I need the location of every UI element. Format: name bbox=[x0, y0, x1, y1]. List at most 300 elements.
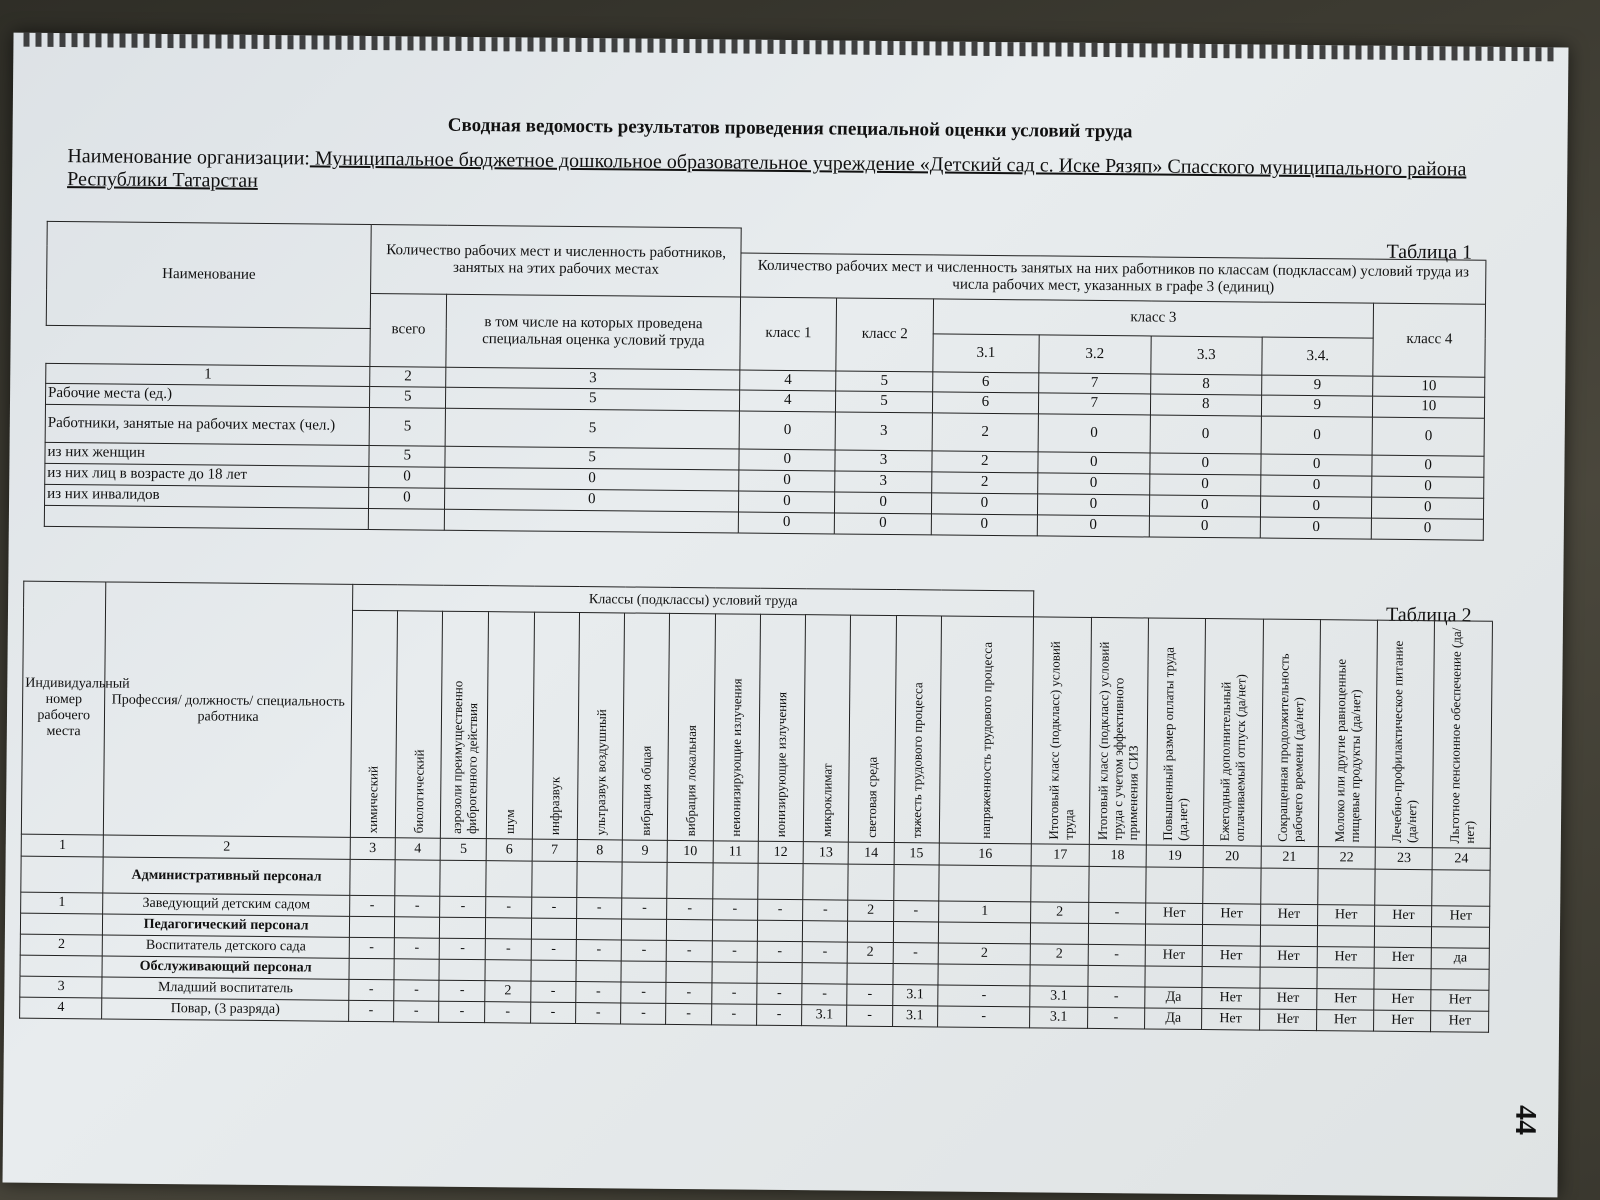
t2-cell: Нет bbox=[1202, 1009, 1259, 1031]
t2-cell bbox=[576, 961, 621, 982]
t2-cell bbox=[847, 963, 892, 984]
t2-factor-header bbox=[1261, 619, 1320, 847]
t2-cell: Нет bbox=[1259, 988, 1316, 1010]
t2-cell: - bbox=[802, 942, 847, 963]
t1-column-number: 8 bbox=[1150, 373, 1262, 394]
t2-cell: Нет bbox=[1317, 905, 1374, 927]
t2-factor-header bbox=[713, 614, 760, 841]
t1-column-number: 5 bbox=[836, 370, 932, 391]
t2-cell bbox=[1317, 968, 1374, 990]
t2-factor-header bbox=[1204, 619, 1263, 847]
t1-cell: 0 bbox=[739, 411, 836, 450]
t1-cell: 0 bbox=[739, 449, 835, 471]
t2-column-number: 1 bbox=[21, 834, 104, 857]
t2-cell bbox=[349, 958, 394, 979]
t2-cell: - bbox=[439, 938, 485, 959]
t2-factor-header bbox=[532, 612, 579, 839]
t2-factor-header bbox=[803, 615, 850, 842]
t2-factor-label: вибрация локальная bbox=[682, 724, 699, 837]
t2-cell: - bbox=[349, 895, 394, 916]
t2-cell: - bbox=[712, 941, 757, 962]
t1-cell: 10 bbox=[1373, 396, 1485, 418]
t2-cell bbox=[848, 864, 894, 900]
t2-cell bbox=[486, 861, 532, 897]
t2-column-number: 21 bbox=[1261, 846, 1319, 869]
t2-cell bbox=[1260, 967, 1317, 989]
t1-row-label bbox=[44, 505, 368, 529]
t1-cell: 0 bbox=[1372, 518, 1484, 540]
t1-column-number: 2 bbox=[370, 366, 446, 387]
t2-factor-header bbox=[1032, 617, 1091, 845]
t1-column-number: 3 bbox=[446, 367, 740, 390]
t2-cell: Да bbox=[1145, 987, 1202, 1009]
t2-cell bbox=[712, 863, 758, 899]
t2-body bbox=[20, 856, 1490, 1032]
t2-cell: - bbox=[621, 1003, 666, 1024]
t2-cell bbox=[1431, 969, 1489, 991]
t1-header-name: Наименование bbox=[46, 221, 371, 328]
t2-column-number: 24 bbox=[1433, 848, 1491, 871]
t1-cell: 0 bbox=[1260, 517, 1372, 539]
t1-cell: 0 bbox=[1261, 416, 1373, 455]
t2-cell bbox=[1088, 965, 1145, 987]
t2-cell: да bbox=[1432, 948, 1490, 970]
t1-row-label: Рабочие места (ед.) bbox=[45, 383, 369, 407]
t2-cell: - bbox=[348, 1000, 393, 1021]
t2-factor-header bbox=[350, 610, 397, 837]
document-title: Сводная ведомость результатов проведения специальной оценки условий труда bbox=[447, 114, 1133, 143]
t2-cell: - bbox=[712, 899, 757, 920]
t2-cell: 2 bbox=[938, 943, 1031, 965]
t2-cell bbox=[1031, 923, 1088, 945]
t2-cell: - bbox=[531, 897, 576, 918]
t2-factor-label: Молоко или другие равноценные пищевые продукты (да/нет) bbox=[1331, 658, 1364, 843]
table1-caption: Таблица 1 bbox=[1386, 240, 1473, 264]
t2-cell bbox=[394, 917, 439, 938]
t2-cell: Нет bbox=[1375, 905, 1432, 927]
t2-cell: - bbox=[394, 1001, 439, 1022]
t2-cell: Нет bbox=[1202, 988, 1259, 1010]
t2-cell bbox=[1202, 967, 1259, 989]
t1-cell: 0 bbox=[1037, 514, 1149, 536]
t2-header-classes: Классы (подклассы) условий труда bbox=[352, 584, 1034, 617]
t2-factor-label: Сокращенная продолжительность рабочего времени (да/нет) bbox=[1274, 653, 1306, 842]
t1-column-number: 6 bbox=[932, 371, 1039, 392]
t1-cell: 5 bbox=[445, 408, 739, 449]
t2-factor-header bbox=[1146, 618, 1205, 846]
t2-factor-label: неионизирующие излучения bbox=[728, 678, 745, 837]
t1-cell: 7 bbox=[1039, 392, 1151, 414]
t2-cell bbox=[712, 920, 757, 941]
t2-cell bbox=[486, 918, 531, 939]
t1-cell: 6 bbox=[932, 391, 1039, 413]
t1-header-byclass: Количество рабочих мест и численность занятых на них работников по классам (подклассам) условий труда из числа рабочих мест, указанных в графе 3 (единиц) bbox=[741, 253, 1486, 304]
t2-cell bbox=[531, 861, 577, 897]
t2-cell: - bbox=[757, 983, 802, 1004]
t2-row-id bbox=[21, 856, 104, 893]
t1-header-class4: класс 4 bbox=[1373, 303, 1485, 377]
t2-cell: 2 bbox=[1031, 902, 1088, 924]
t2-column-number: 19 bbox=[1146, 845, 1204, 868]
t2-cell: - bbox=[757, 899, 802, 920]
t1-cell: 0 bbox=[931, 513, 1038, 535]
t1-cell: 9 bbox=[1261, 395, 1373, 417]
t2-factor-label: микроклимат bbox=[818, 763, 835, 838]
t2-cell bbox=[1432, 870, 1490, 907]
t1-cell: 0 bbox=[1038, 413, 1150, 452]
t2-cell bbox=[1375, 926, 1432, 948]
t1-header-count: Количество рабочих мест и численность работников, занятых на этих рабочих местах bbox=[371, 225, 742, 297]
t2-cell: - bbox=[576, 940, 621, 961]
t2-cell bbox=[531, 960, 576, 981]
t2-cell: Нет bbox=[1203, 904, 1260, 926]
t2-factor-header bbox=[577, 613, 624, 840]
t2-cell bbox=[577, 862, 623, 898]
t1-column-number: 4 bbox=[740, 370, 836, 391]
t2-cell: - bbox=[576, 898, 621, 919]
t1-cell: 0 bbox=[1372, 497, 1484, 519]
t1-cell: 0 bbox=[1038, 451, 1150, 473]
t1-cell: 0 bbox=[1149, 473, 1261, 495]
t1-column-number: 9 bbox=[1262, 375, 1374, 396]
t2-cell: - bbox=[394, 980, 439, 1001]
t2-cell bbox=[893, 922, 938, 943]
t2-cell bbox=[531, 918, 576, 939]
t1-cell: 0 bbox=[369, 466, 445, 488]
t2-row-id bbox=[20, 955, 103, 977]
t2-cell: - bbox=[439, 980, 485, 1001]
t1-cell: 0 bbox=[835, 491, 931, 513]
t2-cell bbox=[1145, 966, 1202, 988]
t2-cell: - bbox=[530, 981, 575, 1002]
t1-cell: 0 bbox=[1373, 417, 1485, 456]
t2-column-number: 7 bbox=[532, 839, 577, 861]
t2-cell: - bbox=[575, 1003, 620, 1024]
t2-cell bbox=[1317, 926, 1374, 948]
t2-cell bbox=[667, 862, 713, 898]
t2-column-number: 23 bbox=[1375, 847, 1433, 870]
t2-factor-label: Ежегодный дополнительный оплачиваемый отпуск (да/нет) bbox=[1217, 674, 1249, 842]
t2-cell: 3.1 bbox=[802, 1005, 847, 1026]
t2-cell: Нет bbox=[1146, 903, 1203, 925]
t1-cell: 0 bbox=[738, 512, 834, 534]
t2-cell bbox=[802, 921, 847, 942]
t2-cell bbox=[1031, 866, 1089, 903]
t2-factor-header bbox=[1375, 620, 1434, 848]
t2-factor-header bbox=[1433, 621, 1493, 849]
t2-cell bbox=[1260, 868, 1318, 905]
t1-cell: 5 bbox=[445, 446, 739, 470]
t2-cell bbox=[712, 962, 757, 983]
t2-factor-label: напряженность трудового процесса bbox=[977, 642, 995, 840]
t2-cell bbox=[485, 960, 530, 981]
t1-header-class1: класс 1 bbox=[740, 297, 837, 371]
t2-column-number: 3 bbox=[350, 837, 395, 859]
t2-cell bbox=[1374, 968, 1431, 990]
t2-cell: Нет bbox=[1374, 989, 1431, 1011]
t2-cell: - bbox=[394, 938, 439, 959]
t2-cell bbox=[666, 961, 711, 982]
organization-name: Муниципальное бюджетное дошкольное образовательное учреждение «Детский сад с. Иске Рязяп» Спасского муниципального района Республики Татарстан bbox=[67, 147, 1467, 192]
t1-row-label: из них лиц в возрасте до 18 лет bbox=[45, 463, 369, 487]
t2-cell bbox=[939, 865, 1032, 902]
t2-factor-label: ионизирующие излучения bbox=[773, 691, 790, 838]
t2-row-id: 1 bbox=[21, 892, 104, 914]
t1-cell: 2 bbox=[932, 450, 1039, 472]
t2-cell: 2 bbox=[847, 942, 892, 963]
t1-cell: 5 bbox=[836, 390, 932, 412]
t2-cell bbox=[440, 860, 487, 896]
t2-cell bbox=[1203, 925, 1260, 947]
t2-cell: - bbox=[803, 900, 848, 921]
t2-factor-label: ультразвук воздушный bbox=[592, 709, 609, 836]
t2-cell: - bbox=[667, 940, 712, 961]
page-number: 44 bbox=[1509, 1104, 1543, 1136]
t2-row-id: 4 bbox=[20, 997, 103, 1019]
t2-cell: - bbox=[802, 984, 847, 1005]
t2-column-number: 10 bbox=[668, 840, 713, 862]
t2-cell bbox=[938, 964, 1031, 986]
t1-cell: 5 bbox=[370, 386, 446, 408]
t2-cell: - bbox=[1088, 944, 1145, 966]
t2-factor-header bbox=[1089, 617, 1148, 845]
t1-header-3-2: 3.2 bbox=[1039, 334, 1151, 373]
t2-cell: 3.1 bbox=[892, 985, 937, 1006]
table2-caption: Таблица 2 bbox=[1385, 603, 1472, 627]
t2-column-number: 2 bbox=[104, 835, 351, 859]
t1-cell: 0 bbox=[369, 487, 445, 509]
t2-cell bbox=[802, 963, 847, 984]
t2-factor-header bbox=[622, 613, 669, 840]
t2-cell: Нет bbox=[1316, 1010, 1373, 1032]
t2-column-number: 12 bbox=[758, 841, 803, 863]
workplaces-table bbox=[19, 581, 1493, 1033]
t2-factor-label: Итоговый класс (подкласс) условий труда с учетом эффективного применения СИЗ bbox=[1095, 641, 1142, 841]
summary-table bbox=[44, 221, 1487, 540]
t2-cell bbox=[1318, 869, 1376, 906]
t2-cell bbox=[938, 922, 1031, 944]
t2-cell: - bbox=[893, 901, 938, 922]
t2-cell: - bbox=[486, 939, 531, 960]
t2-column-number: 13 bbox=[803, 842, 848, 864]
t2-header-id: Индивидуальный номер рабочего места bbox=[21, 581, 106, 835]
t2-factor-label: биологический bbox=[410, 749, 427, 834]
t2-cell bbox=[803, 864, 849, 900]
t1-cell: 0 bbox=[1260, 496, 1372, 518]
organization-label: Наименование организации: bbox=[67, 145, 310, 170]
t2-cell bbox=[667, 919, 712, 940]
t1-header-class3: класс 3 bbox=[933, 298, 1374, 337]
t1-column-number: 10 bbox=[1373, 376, 1485, 397]
t2-factor-header bbox=[668, 613, 715, 840]
t2-factor-label: Льготное пенсионное обеспечение (да/нет) bbox=[1446, 627, 1477, 844]
t2-factor-label: Лечебно-профилактическое питание (да/нет) bbox=[1389, 640, 1420, 844]
t1-cell: 2 bbox=[931, 471, 1038, 493]
t1-header-class2: класс 2 bbox=[836, 297, 933, 371]
t2-cell: Нет bbox=[1432, 906, 1490, 928]
t2-profession: Младший воспитатель bbox=[102, 977, 349, 1000]
t2-cell: - bbox=[847, 984, 892, 1005]
t2-factor-label: световая среда bbox=[863, 756, 880, 838]
t2-cell: Нет bbox=[1317, 989, 1374, 1011]
t2-cell bbox=[439, 959, 485, 980]
t1-row-label: из них женщин bbox=[45, 442, 369, 466]
t2-cell bbox=[350, 859, 396, 895]
t1-cell: 0 bbox=[1149, 515, 1261, 537]
t1-header-3-1: 3.1 bbox=[933, 333, 1040, 372]
t2-cell: 3.1 bbox=[1030, 1007, 1087, 1029]
t2-group-label: Обслуживающий персонал bbox=[102, 956, 349, 979]
t2-factor-header bbox=[487, 612, 534, 839]
t2-cell: 3.1 bbox=[892, 1006, 937, 1027]
t2-cell bbox=[1030, 965, 1087, 987]
t2-cell: - bbox=[847, 1005, 892, 1026]
t2-column-number: 15 bbox=[894, 843, 939, 865]
t2-cell: - bbox=[666, 982, 711, 1003]
t1-cell: 8 bbox=[1150, 393, 1262, 415]
t1-cell: 0 bbox=[1261, 475, 1373, 497]
t2-factor-header bbox=[939, 616, 1034, 844]
t1-header-3-4: 3.4. bbox=[1262, 337, 1374, 376]
t2-cell bbox=[349, 916, 394, 937]
t1-cell: 0 bbox=[1372, 476, 1484, 498]
t1-cell: 5 bbox=[446, 387, 740, 411]
t2-cell: - bbox=[349, 979, 394, 1000]
t2-cell: 2 bbox=[1031, 944, 1088, 966]
t1-cell: 0 bbox=[1261, 454, 1373, 476]
t2-cell: - bbox=[666, 1003, 711, 1024]
t2-row-id: 2 bbox=[20, 934, 103, 956]
t2-column-number: 20 bbox=[1203, 846, 1261, 869]
t2-cell bbox=[848, 921, 893, 942]
t2-cell bbox=[757, 962, 802, 983]
t2-cell: 3.1 bbox=[1030, 986, 1087, 1008]
t2-cell: - bbox=[711, 1004, 756, 1025]
t2-cell bbox=[440, 917, 486, 938]
t2-factor-header bbox=[758, 614, 805, 841]
t2-cell: - bbox=[893, 943, 938, 964]
t2-cell bbox=[1375, 869, 1433, 906]
t2-cell: Нет bbox=[1374, 947, 1431, 969]
t2-cell: - bbox=[395, 896, 440, 917]
t2-column-number: 16 bbox=[939, 843, 1032, 866]
t1-row-label: из них инвалидов bbox=[45, 484, 369, 508]
t2-cell bbox=[1088, 866, 1146, 903]
t2-cell: - bbox=[938, 985, 1031, 1007]
t1-column-number: 1 bbox=[46, 363, 370, 386]
t2-column-number: 8 bbox=[577, 840, 622, 862]
t1-cell bbox=[369, 508, 445, 530]
t1-row-label: Работники, занятые на рабочих местах (чел.) bbox=[45, 404, 370, 445]
t2-factor-label: тяжесть трудового процесса bbox=[909, 682, 926, 839]
t2-cell bbox=[1088, 923, 1145, 945]
t2-cell: - bbox=[485, 1002, 530, 1023]
t1-column-number: 7 bbox=[1039, 372, 1151, 393]
t2-column-number: 11 bbox=[713, 841, 758, 863]
t2-cell: - bbox=[937, 1006, 1030, 1028]
t2-cell: - bbox=[1087, 986, 1144, 1008]
t2-profession: Воспитатель детского сада bbox=[103, 935, 350, 958]
t1-cell: 2 bbox=[932, 412, 1039, 451]
t2-cell: - bbox=[440, 896, 486, 917]
t2-cell bbox=[893, 865, 939, 901]
t2-cell: Да bbox=[1145, 1008, 1202, 1030]
t2-cell: Нет bbox=[1431, 1011, 1489, 1033]
t1-cell: 5 bbox=[369, 407, 445, 446]
t2-cell: - bbox=[621, 982, 666, 1003]
t2-cell bbox=[757, 920, 802, 941]
t2-column-number: 22 bbox=[1318, 847, 1376, 870]
document-page bbox=[3, 33, 1569, 1198]
t1-cell: 3 bbox=[835, 470, 931, 492]
t2-cell: 2 bbox=[848, 900, 893, 921]
t2-row-id: 3 bbox=[20, 976, 103, 998]
t2-column-number: 17 bbox=[1031, 844, 1089, 867]
t2-factor-label: шум bbox=[501, 809, 518, 835]
t2-cell bbox=[1203, 868, 1261, 905]
t2-cell: 2 bbox=[485, 981, 530, 1002]
t1-cell: 0 bbox=[445, 488, 739, 512]
t1-cell: 5 bbox=[369, 445, 445, 467]
t2-cell: - bbox=[667, 898, 712, 919]
t2-cell bbox=[395, 860, 441, 896]
t2-column-number: 14 bbox=[848, 842, 893, 864]
t2-cell bbox=[893, 964, 938, 985]
t2-factor-label: Итоговый класс (подкласс) условий труда bbox=[1045, 641, 1076, 840]
t2-factor-header bbox=[849, 615, 896, 842]
t1-cell: 0 bbox=[1149, 452, 1261, 474]
t1-cell: 0 bbox=[1149, 494, 1261, 516]
t2-cell bbox=[1432, 927, 1490, 949]
t2-cell: - bbox=[439, 1001, 485, 1022]
t1-cell: 0 bbox=[445, 467, 739, 491]
t2-cell: - bbox=[621, 940, 666, 961]
t1-cell: 0 bbox=[739, 470, 835, 492]
t2-cell: Нет bbox=[1260, 904, 1317, 926]
t2-cell: Нет bbox=[1260, 946, 1317, 968]
t2-factor-label: вибрация общая bbox=[637, 745, 654, 836]
t1-cell: 0 bbox=[931, 492, 1038, 514]
t2-cell bbox=[394, 959, 439, 980]
t2-cell bbox=[576, 919, 621, 940]
t2-factor-header bbox=[1318, 620, 1377, 848]
t2-cell: Нет bbox=[1374, 1010, 1431, 1032]
t2-cell: - bbox=[756, 1004, 801, 1025]
t2-cell: Нет bbox=[1259, 1009, 1316, 1031]
t2-factor-label: инфразвук bbox=[547, 776, 563, 835]
t2-group-label: Административный персонал bbox=[103, 857, 350, 895]
t2-cell: - bbox=[1088, 902, 1145, 924]
t2-column-number: 6 bbox=[487, 839, 532, 861]
t2-factor-label: химический bbox=[365, 765, 381, 834]
t2-factor-header bbox=[894, 616, 941, 843]
t2-cell: Нет bbox=[1145, 945, 1202, 967]
t2-cell: - bbox=[1087, 1007, 1144, 1029]
t2-cell: - bbox=[530, 1002, 575, 1023]
t1-header-assessed: в том числе на которых проведена специальная оценка условий труда bbox=[446, 294, 741, 370]
t1-cell: 0 bbox=[1038, 493, 1150, 515]
t2-cell bbox=[1260, 925, 1317, 947]
t2-cell: Нет bbox=[1317, 947, 1374, 969]
t1-cell: 0 bbox=[835, 512, 931, 534]
t2-cell: Нет bbox=[1431, 990, 1489, 1012]
t2-row-id bbox=[20, 913, 103, 935]
organization-line bbox=[67, 145, 1507, 205]
t2-cell bbox=[1145, 924, 1202, 946]
t1-cell: 4 bbox=[740, 390, 836, 412]
t2-cell: - bbox=[622, 898, 667, 919]
t2-profession: Повар, (3 разряда) bbox=[102, 998, 349, 1021]
